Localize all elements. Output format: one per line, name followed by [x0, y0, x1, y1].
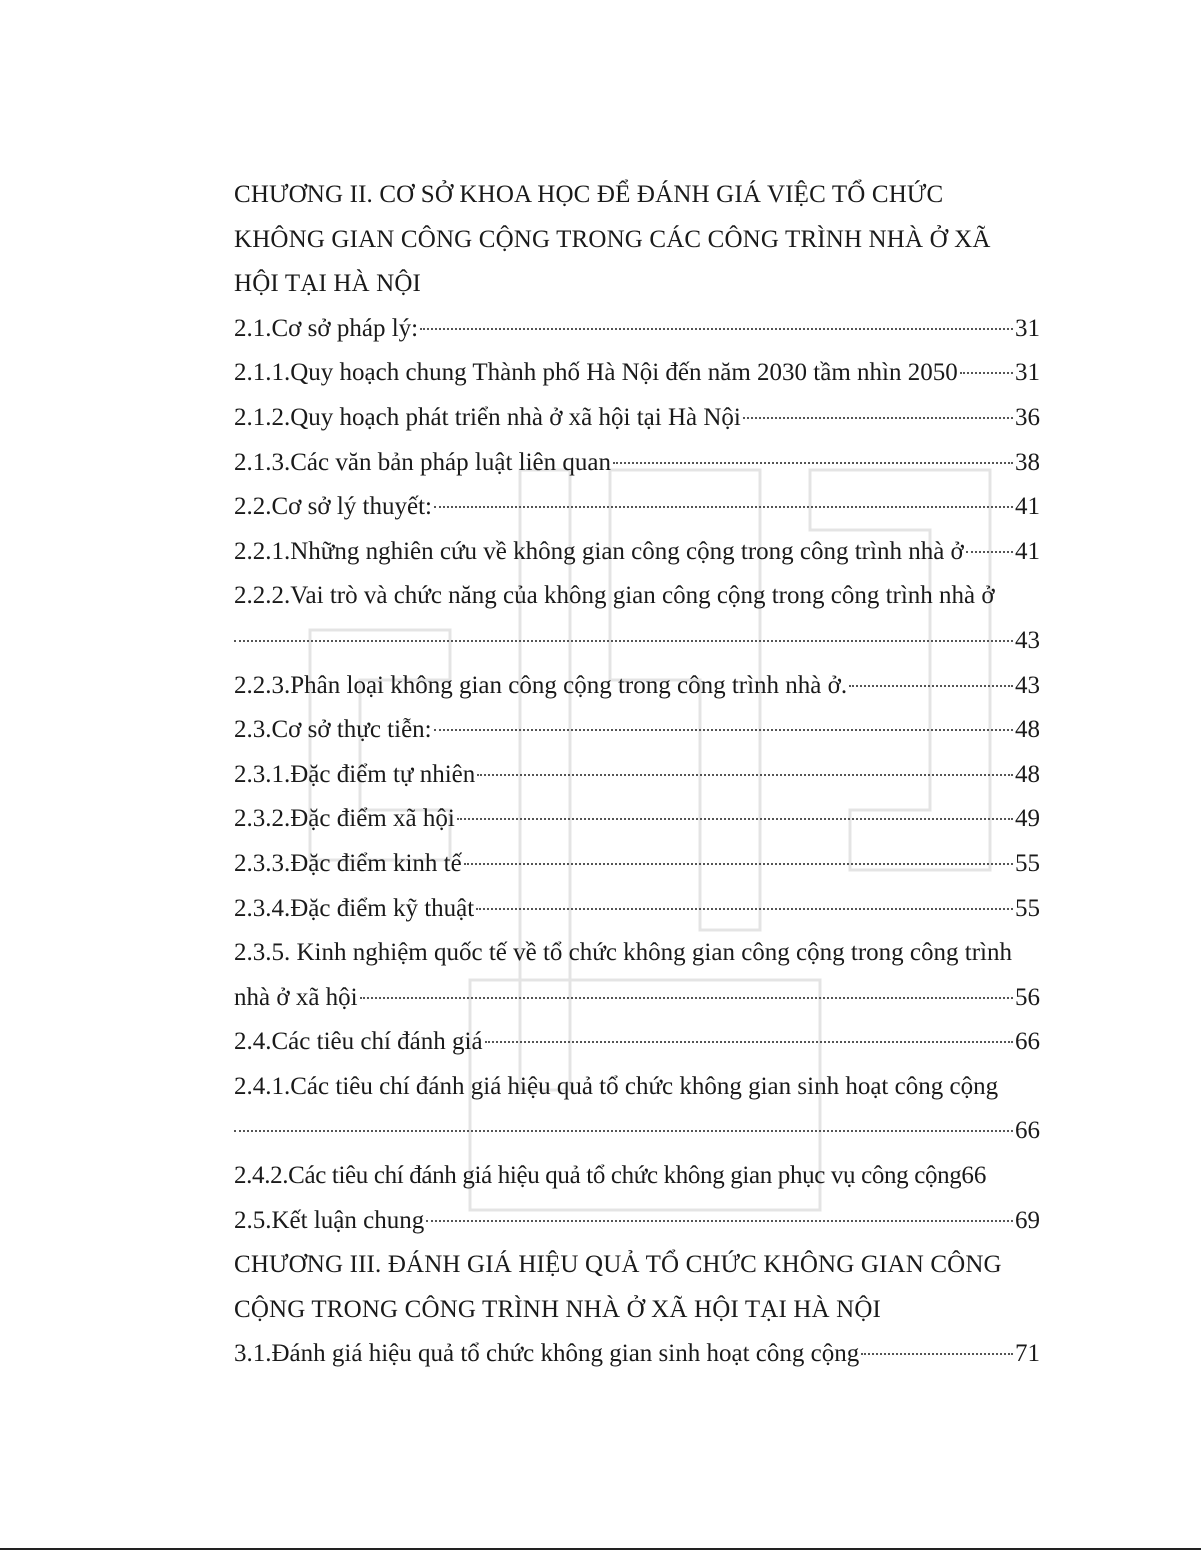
- toc-entry-label-continuation: nhà ở xã hội: [234, 983, 358, 1011]
- toc-entry[interactable]: [234, 797, 1040, 842]
- toc-entry-continuation[interactable]: [234, 976, 1040, 1021]
- toc-entry-page: 48: [1015, 760, 1040, 788]
- dot-leader: [849, 685, 1013, 687]
- dot-leader: [464, 863, 1013, 865]
- toc-entry[interactable]: [234, 530, 1040, 575]
- toc-entry-label: 2.3.1.Đặc điểm tự nhiên: [234, 760, 476, 788]
- toc-entry-page: 48: [1015, 716, 1040, 744]
- toc-entry[interactable]: [234, 351, 1040, 396]
- chapter-3-heading: [234, 1243, 1040, 1332]
- dot-leader: [420, 328, 1013, 330]
- dot-leader: [477, 774, 1013, 776]
- dot-leader: [743, 417, 1013, 419]
- toc-entry[interactable]: [234, 1020, 1040, 1065]
- toc-entry-page: 71: [1015, 1340, 1040, 1368]
- toc-entry[interactable]: [234, 396, 1040, 441]
- chapter-2-heading: [234, 173, 1040, 307]
- toc-entry-page: 36: [1015, 403, 1040, 431]
- toc-entry-page: 66: [1015, 1117, 1040, 1145]
- toc-entry[interactable]: [234, 1065, 1040, 1110]
- chapter-2-heading-line: KHÔNG GIAN CÔNG CỘNG TRONG CÁC CÔNG TRÌNH NHÀ Ở XÃ: [234, 225, 991, 253]
- toc-entry[interactable]: [234, 1332, 1040, 1377]
- toc-entry[interactable]: [234, 931, 1040, 976]
- dot-leader: [434, 506, 1013, 508]
- toc-entry-continuation[interactable]: [234, 1109, 1040, 1154]
- chapter-3-heading-line: CHƯƠNG III. ĐÁNH GIÁ HIỆU QUẢ TỔ CHỨC KHÔNG GIAN CÔNG: [234, 1251, 1002, 1279]
- toc-entry-page: 43: [1015, 626, 1040, 654]
- toc-entry[interactable]: [234, 887, 1040, 932]
- toc-entry-page: 43: [1015, 671, 1040, 699]
- toc-entry-page: 55: [1015, 894, 1040, 922]
- toc-entry-page: 31: [1015, 314, 1040, 342]
- toc-entry-label: 3.1.Đánh giá hiệu quả tổ chức không gian sinh hoạt công cộng: [234, 1340, 860, 1368]
- toc-entry-label: 2.2.1.Những nghiên cứu về không gian công cộng trong công trình nhà ở: [234, 537, 964, 565]
- toc-entry-label: 2.2.Cơ sở lý thuyết:: [234, 493, 432, 521]
- dot-leader: [234, 640, 1013, 642]
- chapter-2-heading-line: CHƯƠNG II. CƠ SỞ KHOA HỌC ĐỂ ĐÁNH GIÁ VIỆC TỔ CHỨC: [234, 181, 944, 208]
- toc-entry[interactable]: [234, 307, 1040, 352]
- toc-entry-page: 31: [1015, 359, 1040, 387]
- dot-leader: [476, 908, 1013, 910]
- dot-leader: [457, 818, 1013, 820]
- toc-entry-page: 41: [1015, 493, 1040, 521]
- dot-leader: [360, 997, 1013, 999]
- toc-entry-page: 66: [1015, 1028, 1040, 1056]
- toc-entry[interactable]: [234, 574, 1040, 619]
- toc-entry-label: 2.3.3.Đặc điểm kinh tế: [234, 849, 462, 877]
- page-bottom-border: [0, 1548, 1201, 1550]
- toc-entry-label: 2.3.5. Kinh nghiệm quốc tế về tổ chức không gian công cộng trong công trình: [234, 939, 1012, 967]
- toc-entry[interactable]: [234, 485, 1040, 530]
- toc-entry[interactable]: [234, 1199, 1040, 1244]
- toc-entry-label: 2.4.1.Các tiêu chí đánh giá hiệu quả tổ chức không gian sinh hoạt công cộng: [234, 1072, 999, 1100]
- toc-entry[interactable]: [234, 753, 1040, 798]
- table-of-contents: [234, 173, 1040, 1377]
- toc-entry-page: 69: [1015, 1206, 1040, 1234]
- toc-entry-label: 2.1.1.Quy hoạch chung Thành phố Hà Nội đến năm 2030 tầm nhìn 2050: [234, 359, 958, 387]
- dot-leader: [613, 462, 1013, 464]
- dot-leader: [966, 551, 1013, 553]
- toc-entry-label: 2.5.Kết luận chung: [234, 1206, 425, 1234]
- toc-entry-label: 2.1.2.Quy hoạch phát triển nhà ở xã hội tại Hà Nội: [234, 403, 741, 431]
- toc-entry-label: 2.2.3.Phân loại không gian công cộng trong công trình nhà ở.: [234, 671, 848, 699]
- toc-entry-page: 49: [1015, 805, 1040, 833]
- dot-leader: [434, 729, 1013, 731]
- toc-entry-page: 38: [1015, 448, 1040, 476]
- dot-leader: [960, 372, 1013, 374]
- toc-entry-continuation[interactable]: [234, 619, 1040, 664]
- toc-entry-label: 2.3.2.Đặc điểm xã hội: [234, 805, 455, 833]
- toc-entry-page: 55: [1015, 849, 1040, 877]
- toc-entry[interactable]: [234, 842, 1040, 887]
- toc-entry[interactable]: [234, 441, 1040, 486]
- toc-entry-label: 2.3.4.Đặc điểm kỹ thuật: [234, 894, 475, 922]
- toc-entry-label: 2.2.2.Vai trò và chức năng của không gian công cộng trong công trình nhà ở: [234, 582, 995, 610]
- toc-entry-label: 2.4.2.Các tiêu chí đánh giá hiệu quả tổ chức không gian phục vụ công cộng: [234, 1162, 962, 1190]
- toc-entry-label: 2.4.Các tiêu chí đánh giá: [234, 1028, 483, 1056]
- dot-leader: [234, 1130, 1013, 1132]
- toc-entry-label: 2.3.Cơ sở thực tiễn:: [234, 716, 432, 744]
- toc-entry[interactable]: [234, 664, 1040, 709]
- toc-entry-page: 41: [1015, 537, 1040, 565]
- toc-entry-page: 66: [961, 1162, 987, 1190]
- toc-entry-page: 56: [1015, 983, 1040, 1011]
- toc-entry[interactable]: [234, 708, 1040, 753]
- dot-leader: [861, 1353, 1013, 1355]
- chapter-2-heading-line: HỘI TẠI HÀ NỘI: [234, 270, 422, 298]
- toc-entry[interactable]: [234, 1154, 1040, 1199]
- chapter-3-heading-line: CỘNG TRONG CÔNG TRÌNH NHÀ Ở XÃ HỘI TẠI HÀ NỘI: [234, 1295, 882, 1323]
- dot-leader: [485, 1041, 1013, 1043]
- toc-entry-label: 2.1.3.Các văn bản pháp luật liên quan: [234, 448, 611, 476]
- dot-leader: [426, 1220, 1013, 1222]
- toc-entry-label: 2.1.Cơ sở pháp lý:: [234, 314, 419, 342]
